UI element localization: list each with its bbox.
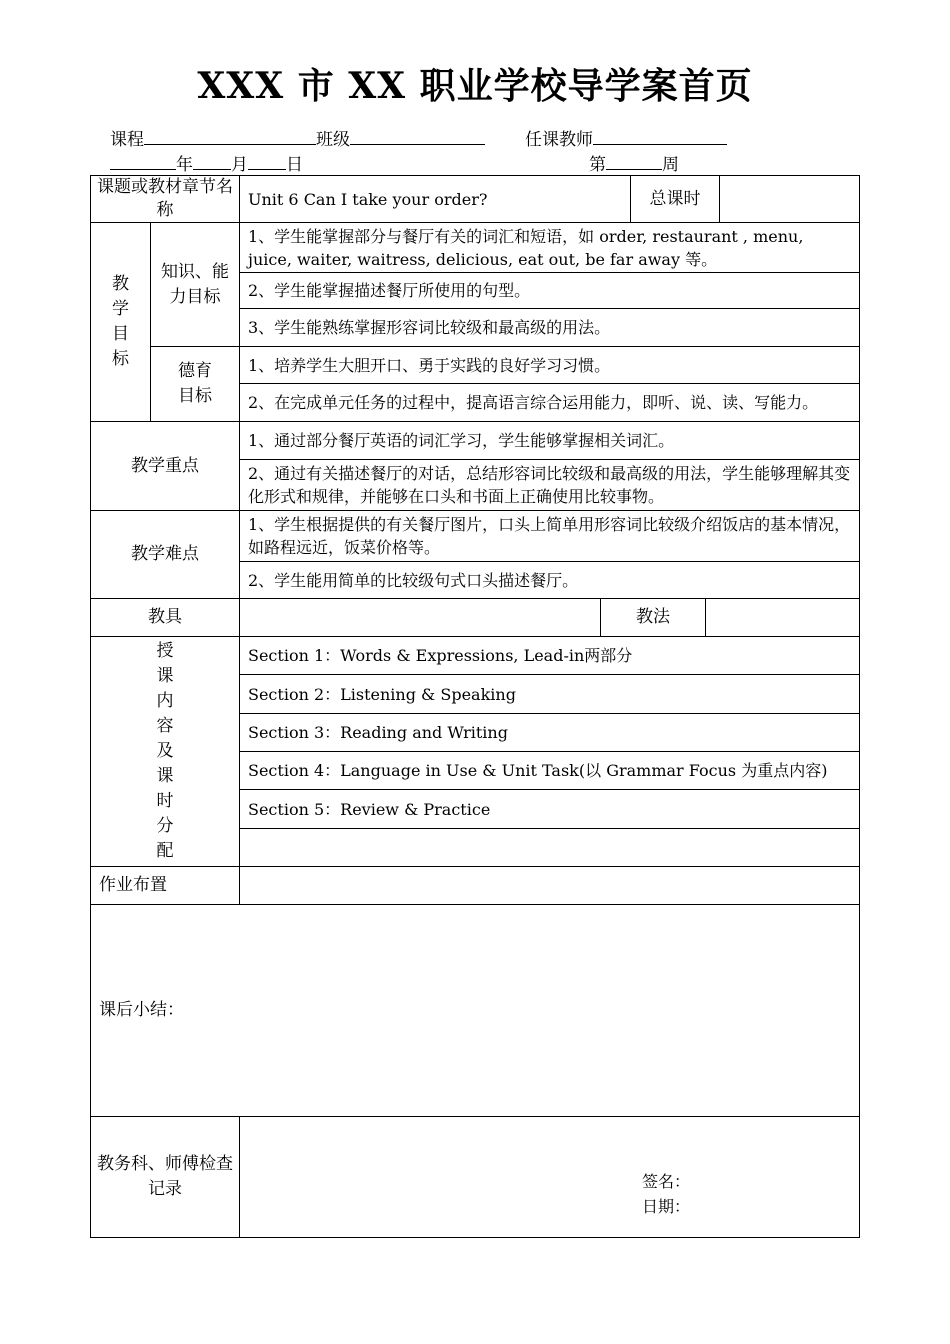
signature-label: 签名： <box>642 1172 691 1191</box>
difficulty-2[interactable]: 2、学生能用简单的比较级句式口头描述餐厅。 <box>240 562 860 599</box>
day-field[interactable] <box>248 151 286 170</box>
week-field[interactable] <box>606 151 662 170</box>
key-points-label: 教学重点 <box>91 422 240 511</box>
week-prefix: 第 <box>589 155 606 175</box>
week-suffix: 周 <box>662 155 679 175</box>
content-label: 授 课 内 容 及 课 时 分 配 <box>91 637 240 867</box>
knowledge-goal-3[interactable]: 3、学生能熟练掌握形容词比较级和最高级的用法。 <box>240 309 860 347</box>
difficulties-label: 教学难点 <box>91 511 240 599</box>
year-label: 年 <box>176 155 193 175</box>
teacher-label: 任课教师 <box>525 130 593 150</box>
section-6[interactable] <box>240 829 860 867</box>
section-2[interactable]: Section 2：Listening & Speaking <box>240 675 860 714</box>
tools-value[interactable] <box>240 599 601 637</box>
section-3[interactable]: Section 3：Reading and Writing <box>240 714 860 752</box>
check-record-label: 教务科、师傅检查记录 <box>91 1117 240 1238</box>
key-point-1[interactable]: 1、通过部分餐厅英语的词汇学习，学生能够掌握相关词汇。 <box>240 422 860 460</box>
knowledge-goal-2[interactable]: 2、学生能掌握描述餐厅所使用的句型。 <box>240 273 860 309</box>
course-field[interactable] <box>144 126 316 145</box>
difficulty-1[interactable]: 1、学生根据提供的有关餐厅图片，口头上简单用形容词比较级介绍饭店的基本情况，如路程远近，饭菜价格等。 <box>240 511 860 562</box>
total-hours-label: 总课时 <box>631 176 720 223</box>
lesson-plan-table <box>90 175 860 1238</box>
course-label: 课程 <box>110 130 144 150</box>
page-title: XXX 市 XX 职业学校导学案首页 <box>197 65 753 107</box>
class-field[interactable] <box>350 126 485 145</box>
month-field[interactable] <box>193 151 231 170</box>
signature-block <box>642 1169 690 1219</box>
moral-goal-2[interactable]: 2、在完成单元任务的过程中，提高语言综合运用能力，即听、说、读、写能力。 <box>240 384 860 422</box>
method-value[interactable] <box>706 599 860 637</box>
summary-field[interactable] <box>91 905 860 1117</box>
header-row-1 <box>110 126 727 151</box>
knowledge-goal-1[interactable]: 1、学生能掌握部分与餐厅有关的词汇和短语，如 order, restaurant , menu, juice, waiter, waitress, delicious, eat out, be far away 等。 <box>240 223 860 273</box>
week-row <box>589 151 679 176</box>
topic-label: 课题或教材章节名称 <box>91 176 240 223</box>
date-label: 日期： <box>642 1197 691 1216</box>
method-label: 教法 <box>601 599 706 637</box>
section-1[interactable]: Section 1：Words & Expressions, Lead-in两部分 <box>240 637 860 675</box>
summary-label: 课后小结： <box>99 1000 184 1020</box>
year-field[interactable] <box>110 151 176 170</box>
total-hours-value[interactable] <box>720 176 860 223</box>
section-4[interactable]: Section 4：Language in Use & Unit Task(以 Grammar Focus 为重点内容) <box>240 752 860 790</box>
moral-goal-label: 德育目标 <box>151 347 240 422</box>
homework-label: 作业布置 <box>91 867 240 905</box>
header-row-2 <box>110 151 303 176</box>
month-label: 月 <box>231 155 248 175</box>
goals-label: 教 学 目 标 <box>91 223 151 422</box>
teacher-field[interactable] <box>593 126 727 145</box>
day-label: 日 <box>286 155 303 175</box>
key-point-2[interactable]: 2、通过有关描述餐厅的对话，总结形容词比较级和最高级的用法，学生能够理解其变化形式和规律，并能够在口头和书面上正确使用比较事物。 <box>240 460 860 511</box>
homework-value[interactable] <box>240 867 860 905</box>
moral-goal-1[interactable]: 1、培养学生大胆开口、勇于实践的良好学习习惯。 <box>240 347 860 384</box>
tools-label: 教具 <box>91 599 240 637</box>
topic-value[interactable]: Unit 6 Can I take your order? <box>240 176 631 223</box>
check-record-field[interactable] <box>240 1117 860 1238</box>
class-label: 班级 <box>316 130 350 150</box>
knowledge-goal-label: 知识、能力目标 <box>151 223 240 347</box>
section-5[interactable]: Section 5：Review & Practice <box>240 790 860 829</box>
